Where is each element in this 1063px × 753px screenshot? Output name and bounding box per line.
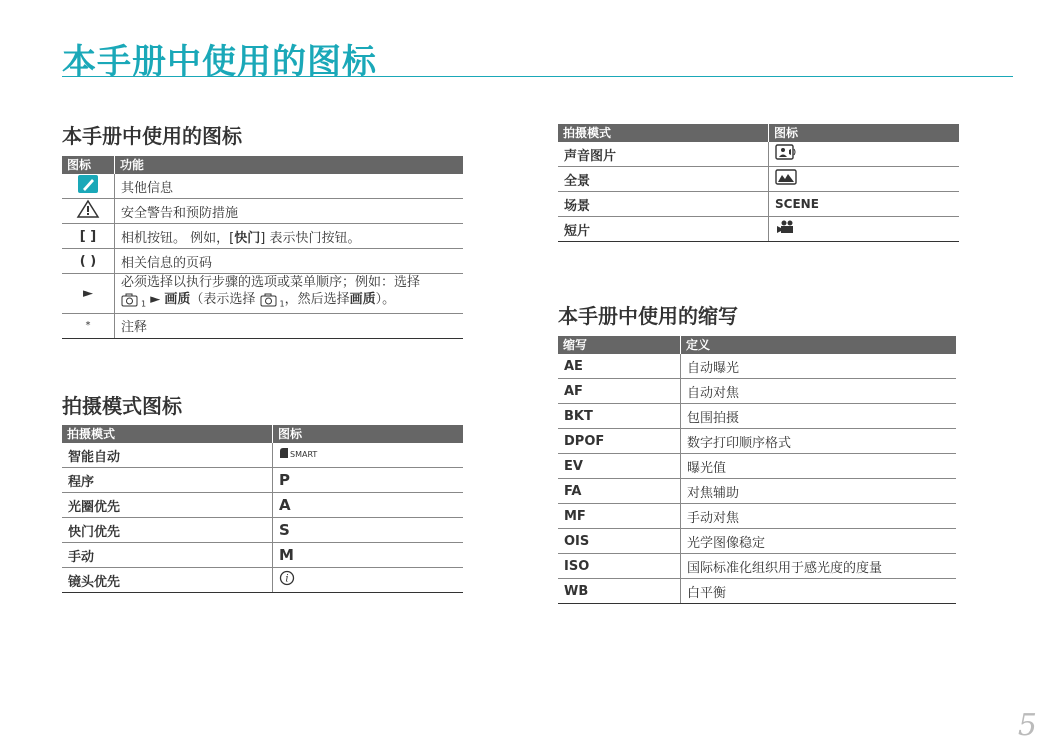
desc-text: （表示选择 (190, 292, 260, 307)
table-row (558, 579, 956, 604)
abbr-term: FA (558, 479, 681, 504)
desc-text: ，然后选择 (284, 292, 350, 307)
icons-section-title: 本手册中使用的图标 (62, 124, 242, 148)
bracket-symbol: [ ] (62, 224, 115, 249)
table-row (62, 224, 463, 249)
table-row (558, 429, 956, 454)
table-row (558, 479, 956, 504)
shoot-modes-title: 拍摄模式图标 (62, 394, 182, 418)
mode-name: 场景 (558, 192, 769, 217)
icon-desc: 相关信息的页码 (115, 249, 464, 274)
shoot2-header-mode: 拍摄模式 (558, 124, 769, 142)
icon-desc: 其他信息 (115, 174, 464, 199)
movie-icon (775, 219, 797, 235)
abbr-def: 手动对焦 (681, 504, 957, 529)
abbr-header-def: 定义 (681, 336, 957, 354)
abbr-def: 数字打印顺序格式 (681, 429, 957, 454)
arrow-symbol: ► (62, 274, 115, 314)
desc-text: ► (150, 292, 165, 307)
panorama-icon (775, 169, 797, 185)
camera-sub: 1 (141, 299, 147, 309)
icons-header-icon: 图标 (62, 156, 115, 174)
mode-name: 短片 (558, 217, 769, 242)
desc-bold: 画质 (349, 292, 376, 307)
shutter-mode-icon: S (273, 518, 464, 543)
mode-name: 声音图片 (558, 142, 769, 167)
program-mode-icon: P (273, 468, 464, 493)
table-row (558, 529, 956, 554)
page-title: 本手册中使用的图标 (62, 42, 377, 82)
abbreviations-table (558, 336, 956, 604)
aperture-mode-icon: A (273, 493, 464, 518)
abbr-def: 自动对焦 (681, 379, 957, 404)
table-row (558, 554, 956, 579)
abbr-def: 光学图像稳定 (681, 529, 957, 554)
table-row (558, 142, 959, 167)
table-row (558, 404, 956, 429)
abbr-header-abbr: 缩写 (558, 336, 681, 354)
table-row (558, 454, 956, 479)
camera-icon (121, 293, 141, 307)
table-row (62, 543, 463, 568)
mode-name: 快门优先 (62, 518, 273, 543)
abbr-term: AF (558, 379, 681, 404)
shoot2-header-icon: 图标 (769, 124, 960, 142)
svg-text:i: i (285, 573, 289, 585)
icons-table (62, 156, 463, 339)
mode-name: 镜头优先 (62, 568, 273, 593)
mode-name: 全景 (558, 167, 769, 192)
mode-name: 智能自动 (62, 443, 273, 468)
abbr-term: DPOF (558, 429, 681, 454)
abbr-def: 曝光值 (681, 454, 957, 479)
note-icon (77, 174, 99, 194)
shoot-header-icon: 图标 (273, 425, 464, 443)
abbr-term: ISO (558, 554, 681, 579)
scene-mode-icon: SCENE (769, 192, 960, 217)
paren-symbol: ( ) (62, 249, 115, 274)
table-row (558, 354, 956, 379)
mode-name: 光圈优先 (62, 493, 273, 518)
desc-text: ）。 (375, 292, 396, 307)
abbr-term: BKT (558, 404, 681, 429)
abbr-term: WB (558, 579, 681, 604)
abbr-term: EV (558, 454, 681, 479)
desc-text: 相机按钮。 例如，[ (121, 230, 235, 246)
manual-mode-icon: M (273, 543, 464, 568)
abbr-def: 自动曝光 (681, 354, 957, 379)
icon-desc: 安全警告和预防措施 (115, 199, 464, 224)
abbr-def: 对焦辅助 (681, 479, 957, 504)
shoot-header-mode: 拍摄模式 (62, 425, 273, 443)
warning-icon (76, 199, 100, 219)
table-row (558, 192, 959, 217)
table-row (62, 468, 463, 493)
mode-name: 手动 (62, 543, 273, 568)
table-row (62, 174, 463, 199)
table-row (62, 199, 463, 224)
title-rule (62, 76, 1013, 77)
table-row (62, 274, 463, 314)
camera-icon (260, 293, 280, 307)
abbr-term: MF (558, 504, 681, 529)
abbr-def: 国际标准化组织用于感光度的度量 (681, 554, 957, 579)
desc-bold: 画质 (164, 292, 191, 307)
desc-bold: 快门 (234, 230, 261, 246)
shoot-modes-table-2 (558, 124, 959, 242)
camera-sub: 1 (279, 299, 285, 309)
table-row (62, 568, 463, 593)
abbr-term: OIS (558, 529, 681, 554)
table-row (558, 167, 959, 192)
table-row (62, 443, 463, 468)
icon-desc: 注释 (115, 313, 464, 338)
asterisk-symbol: * (62, 313, 115, 338)
table-row (62, 249, 463, 274)
abbr-term: AE (558, 354, 681, 379)
abbr-def: 白平衡 (681, 579, 957, 604)
table-row (62, 493, 463, 518)
sound-picture-icon (775, 144, 799, 160)
smart-auto-icon: SMART (279, 447, 317, 459)
desc-text: ] 表示快门按钮。 (260, 230, 361, 246)
icons-header-function: 功能 (115, 156, 464, 174)
abbr-def: 包围拍摄 (681, 404, 957, 429)
page-number: 5 (1017, 708, 1037, 743)
table-row (558, 379, 956, 404)
desc-line: 必须选择以执行步骤的选项或菜单顺序；例如：选择 (121, 275, 421, 290)
lens-priority-icon (279, 570, 295, 586)
mode-name: 程序 (62, 468, 273, 493)
abbreviations-title: 本手册中使用的缩写 (558, 304, 738, 328)
table-row (62, 313, 463, 338)
table-row (558, 217, 959, 242)
shoot-modes-table (62, 425, 463, 593)
table-row (62, 518, 463, 543)
table-row (558, 504, 956, 529)
